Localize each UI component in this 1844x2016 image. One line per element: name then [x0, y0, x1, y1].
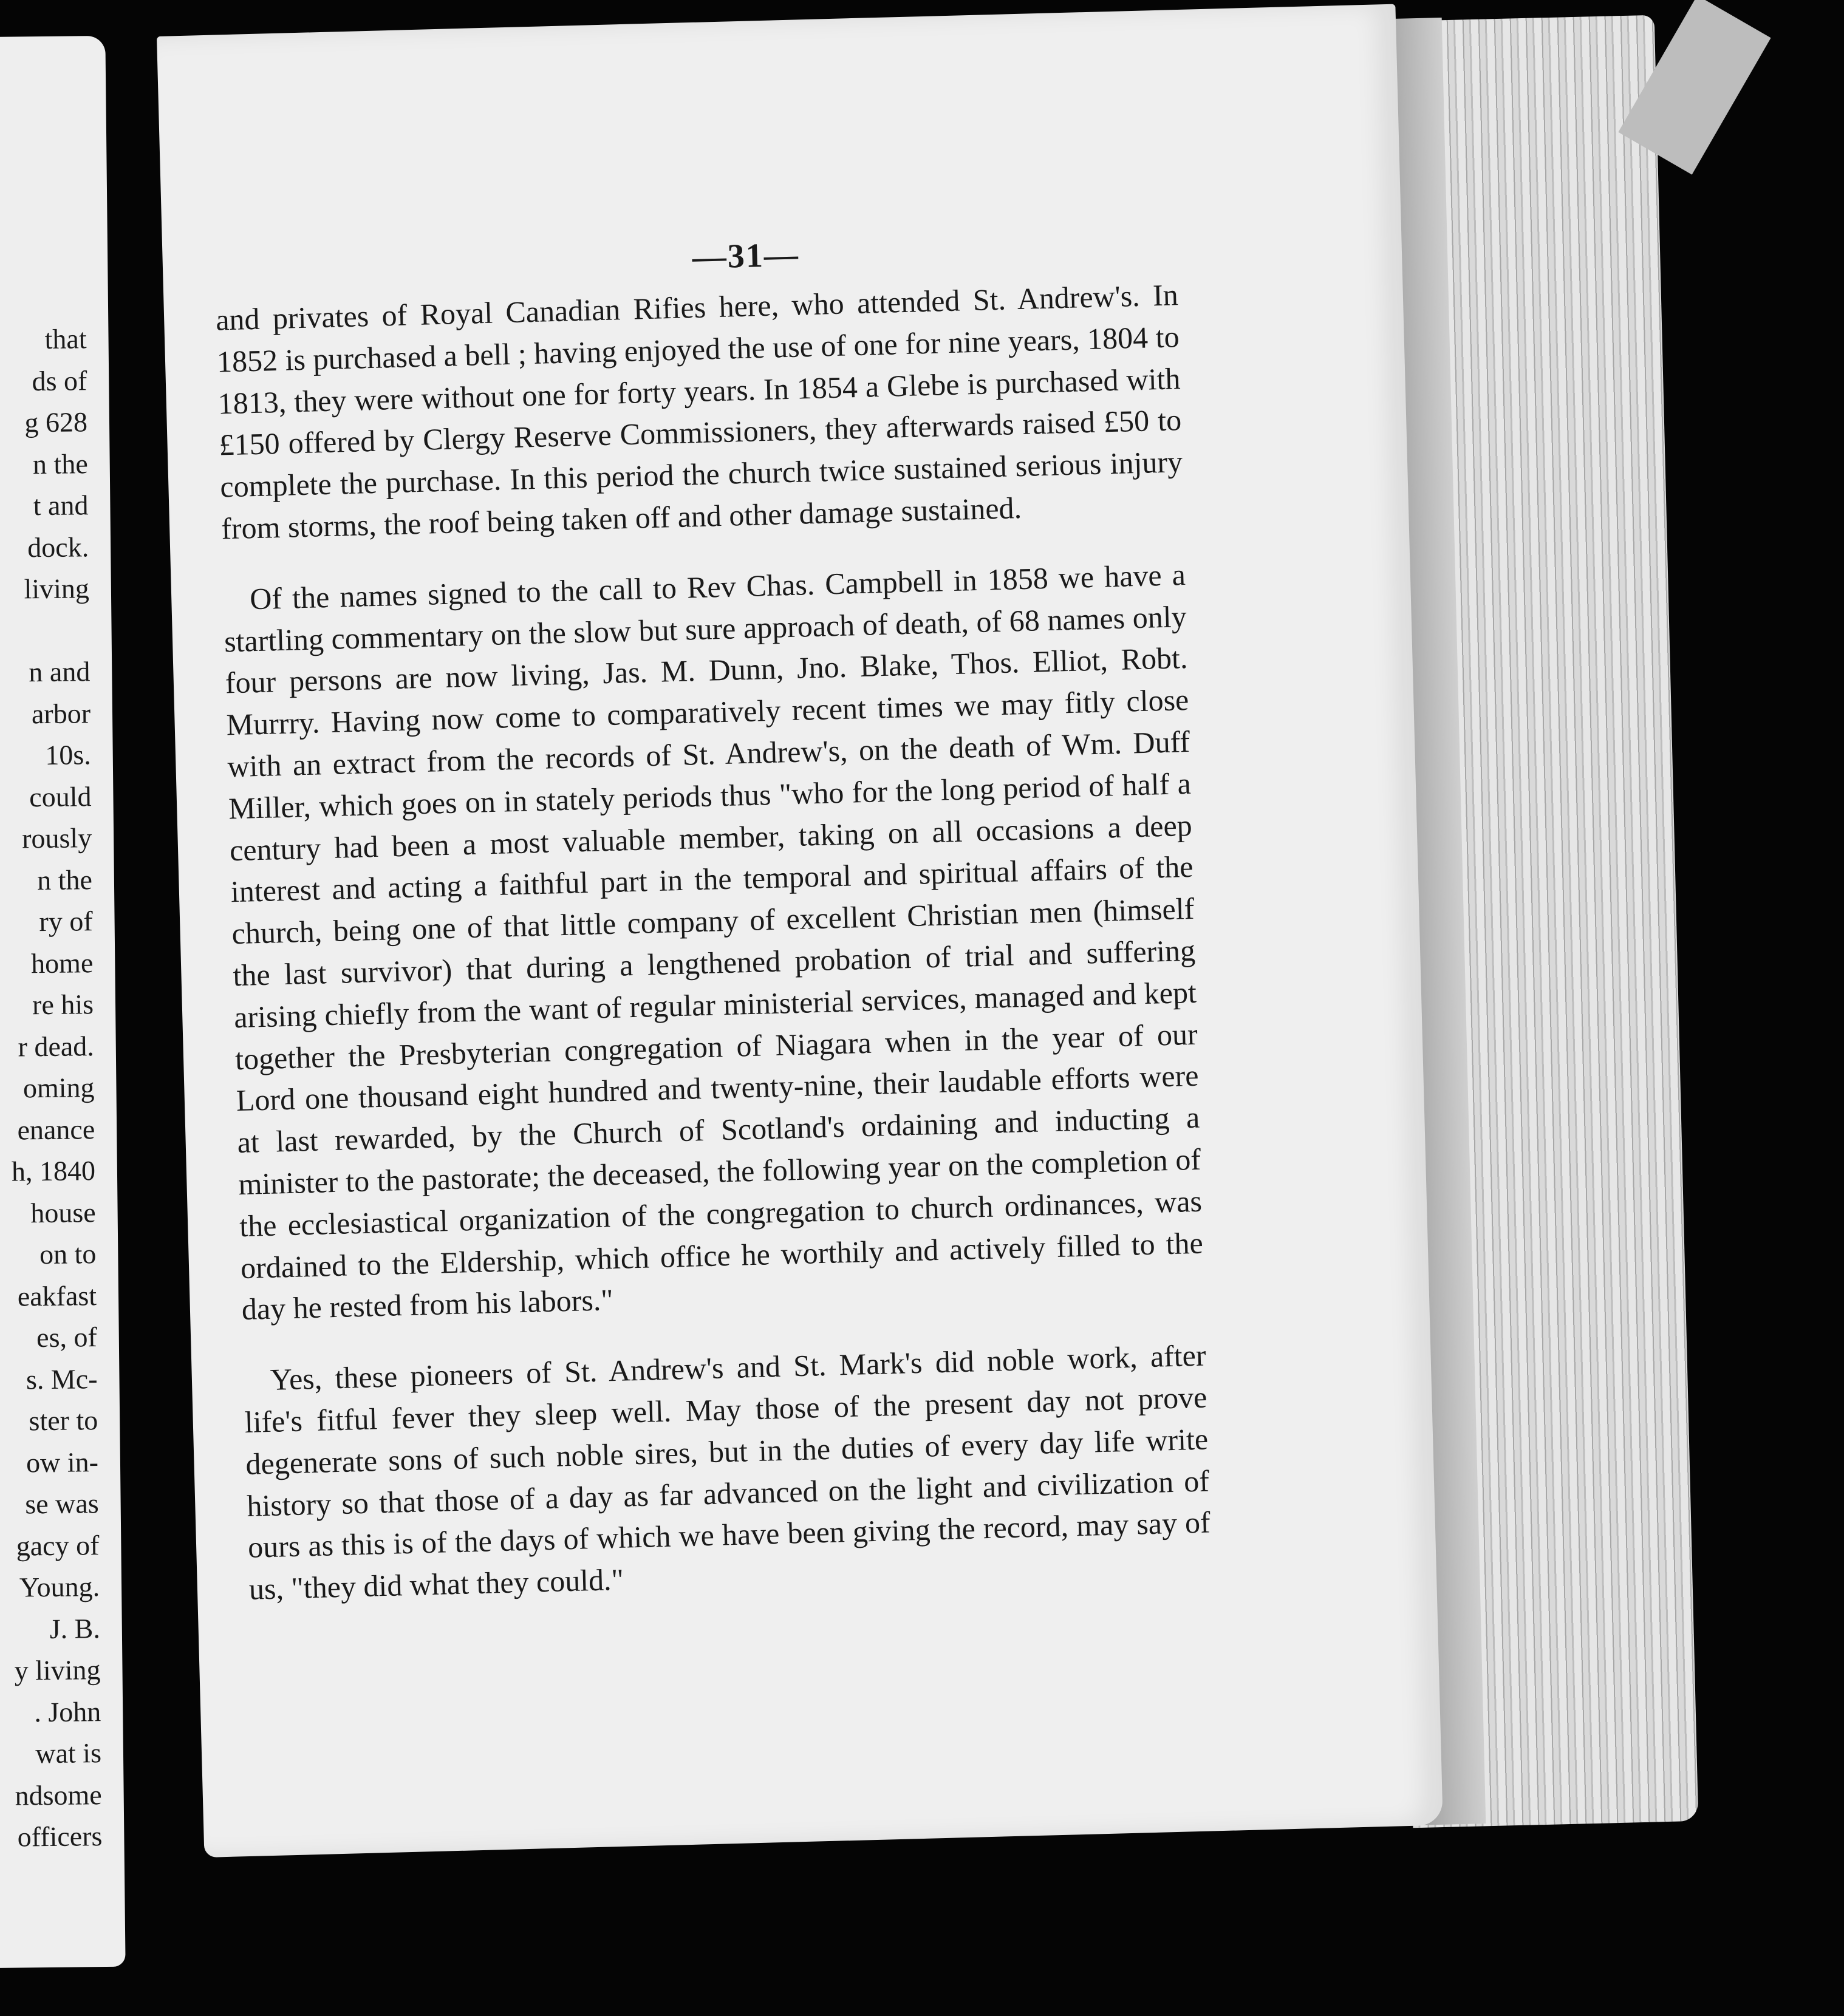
left-page-line: ow in- [26, 1446, 99, 1478]
left-page-line: dock. [27, 531, 89, 563]
left-page-line: r dead. [18, 1030, 95, 1062]
page-number: —31— [692, 236, 800, 277]
left-page-line: living [24, 573, 90, 605]
left-page [0, 36, 126, 1968]
paragraph: Yes, these pioneers of St. Andrew's and St. Mark's did noble work, after life's fitful fever they sleep well. May those of the present day not prove degenerate sons of such noble sires, but in the duties of every day life write history so that those of a day as far advanced on the light and civilization of ours as this is of the days of which we have been giving the record, may say of us, "they did what they could." [244, 1338, 1211, 1606]
left-page-line: se was [25, 1488, 99, 1520]
left-page-text [0, 318, 103, 1858]
left-page-line: gacy of [16, 1529, 100, 1562]
paragraph: Of the names signed to the call to Rev Chas. Campbell in 1858 we have a startling commentary on the slow but sure approach of death, of 68 names only four persons are now living, Jas. M. Dunn, Jno. Blake, Thos. Elliot, Robt. Murrry. Having now come to comparatively recent times we may fitly close with an extract from the records of St. Andrew's, on the death of Wm. Duff Miller, which goes on in stately periods thus "who for the long period of half a century had been a most valuable member, taking on all occasions a deep interest and acting a faithful part in the temporal and spiritual affairs of the church, being one of that little company of excellent Christian men (himself the last survivor) that during a lengthened probation of trial and suffering arising chiefly from the want of regular ministerial services, managed and kept together the Presbyterian congregation of Niagara when in the year of our Lord one thousand eight hundred and twenty-nine, their laudable efforts were at last rewarded, by the Church of Scotland's ordaining and inducting a minister to the pastorate; the deceased, the following year on the completion of the ecclesiastical organization of the congregation to church ordinances, was ordained to the Eldership, which office he worthily and actively filled to the day he rested from his labors." [224, 557, 1204, 1327]
left-page-line: arbor [31, 697, 91, 729]
left-page-line: s. Mc- [26, 1363, 98, 1395]
left-page-line: n the [36, 863, 93, 896]
left-page-line: could [29, 780, 92, 812]
left-page-line: ds of [32, 364, 87, 397]
left-page-line: re his [32, 989, 94, 1021]
left-page-line: on to [39, 1238, 97, 1270]
left-page-line: wat is [35, 1737, 102, 1769]
left-page-line: n and [29, 656, 90, 688]
left-page-line: g 628 [24, 406, 88, 438]
left-page-line: rously [21, 822, 92, 854]
left-page-line: home [30, 947, 94, 979]
left-page-line: house [30, 1196, 96, 1228]
paragraph: and privates of Royal Canadian Rifies here, who attended St. Andrew's. In 1852 is purchased a bell ; having enjoyed the use of one for nine years, 1804 to 1813, they were without one for forty years. In 1854 a Glebe is purchased with £150 offered by Clergy Reserve Commissioners, they afterwards raised £50 to complete the purchase. In this period the church twice sustained serious injury from storms, the roof being taken off and other damage sustained. [215, 278, 1183, 546]
left-page-line: es, of [36, 1321, 98, 1354]
left-page-line: n the [32, 448, 88, 480]
left-page-line: ndsome [15, 1779, 102, 1811]
left-page-line: eakfast [17, 1279, 97, 1312]
left-page-line: oming [22, 1072, 95, 1104]
body-text [215, 274, 1212, 1610]
left-page-line: y living [14, 1654, 101, 1686]
left-page-line: h, 1840 [11, 1155, 96, 1187]
left-page-line: t and [33, 489, 89, 522]
left-page-line: J. B. [49, 1612, 101, 1644]
book-page [157, 4, 1443, 1858]
left-page-line: ster to [29, 1405, 98, 1437]
left-page-line [2, 610, 90, 652]
left-page-line: that [44, 323, 87, 355]
left-page-line: officers [17, 1820, 103, 1853]
left-page-line: ry of [39, 905, 93, 938]
left-page-line: 10s. [45, 739, 92, 771]
left-page-line: . John [34, 1695, 101, 1728]
left-page-line: enance [17, 1113, 95, 1145]
left-page-line: Young. [19, 1571, 100, 1603]
